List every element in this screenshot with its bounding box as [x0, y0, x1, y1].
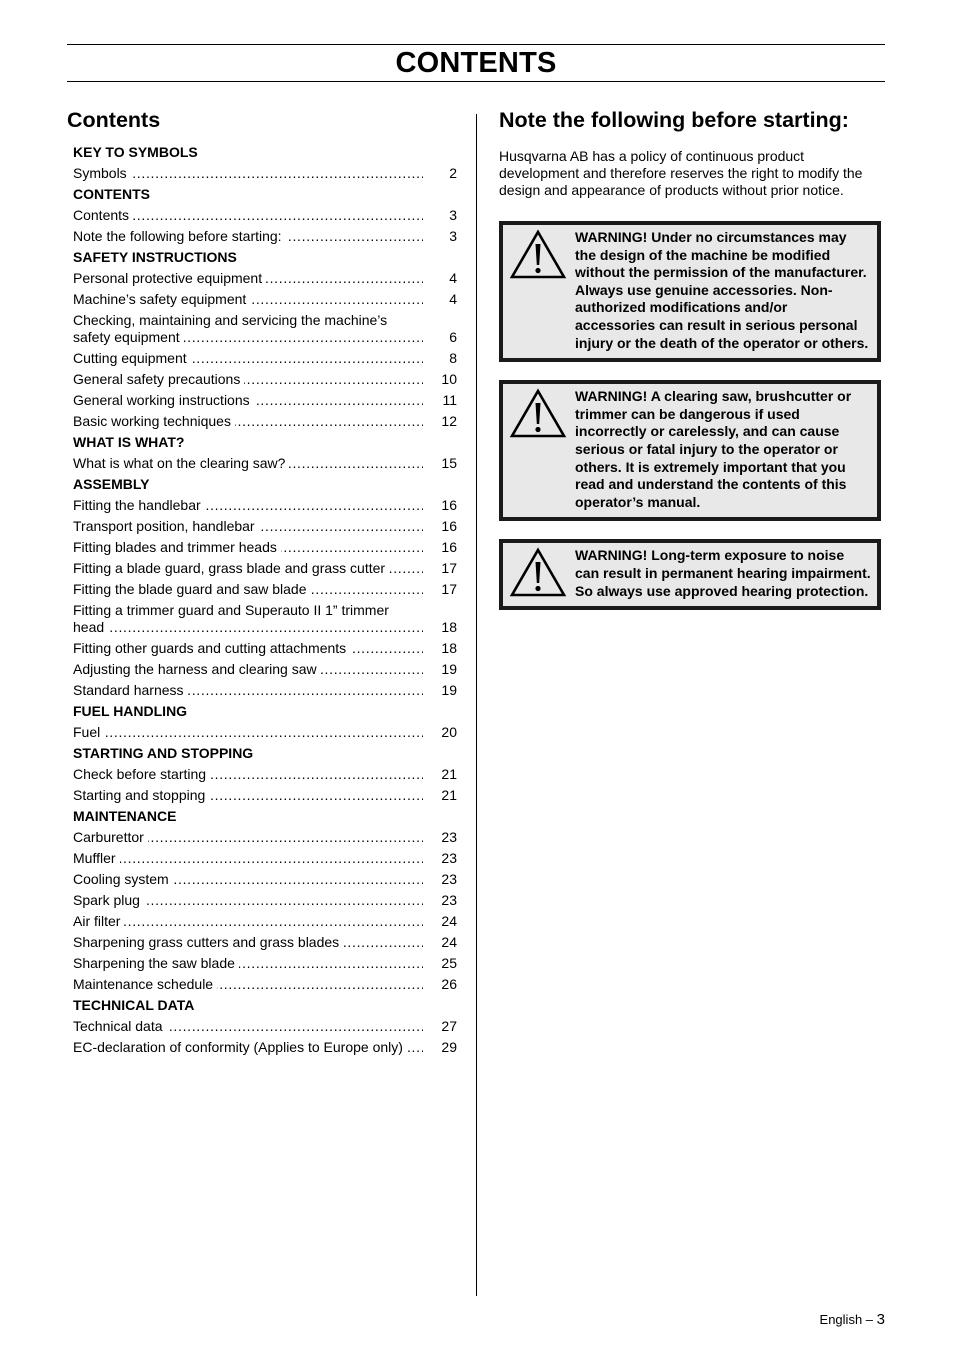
warning-triangle-icon — [503, 225, 573, 358]
notice-heading: Note the following before starting: — [499, 108, 849, 132]
toc-entry — [73, 453, 457, 474]
toc-entry — [73, 310, 457, 348]
toc-entry-page: 23 — [441, 850, 457, 866]
toc-entry-page: 12 — [441, 413, 457, 429]
warning-text: WARNING! A clearing saw, brushcutter or trimmer can be dangerous if used incorrectly or carelessly, and can cause serious or fatal injury to the operator or others. It is extremely important that you read and understand the contents of this operator’s manual. — [575, 388, 852, 510]
toc-section-heading: FUEL HANDLING — [73, 703, 188, 719]
toc-section-heading: STARTING AND STOPPING — [73, 745, 254, 761]
toc-entry-page: 26 — [441, 976, 457, 992]
toc-entry-page: 20 — [441, 724, 457, 740]
toc-entry — [73, 268, 457, 289]
toc-entry-label: What is what on the clearing saw? — [73, 455, 289, 471]
page-title-bar — [67, 44, 885, 82]
contents-heading: Contents — [67, 108, 161, 132]
toc-section-heading: CONTENTS — [73, 186, 150, 202]
toc-section-heading: ASSEMBLY — [73, 476, 150, 492]
page-title: CONTENTS — [395, 46, 557, 79]
toc-entry-label: General safety precautions — [73, 371, 244, 387]
toc-entry-label-continued: head — [73, 619, 108, 635]
toc-entry — [73, 785, 457, 806]
toc-entry-page: 23 — [441, 829, 457, 845]
toc-entry — [73, 411, 457, 432]
toc-entry-page: 18 — [441, 640, 457, 656]
toc-entry-label: Carburettor — [73, 829, 148, 845]
toc-entry-page: 24 — [441, 913, 457, 929]
toc-section-heading: SAFETY INSTRUCTIONS — [73, 249, 237, 265]
toc-entry-page: 3 — [449, 207, 457, 223]
toc-entry-label: Fitting a blade guard, grass blade and grass cutter — [73, 560, 389, 576]
toc-entry-label: Fuel — [73, 724, 104, 740]
notice-column — [499, 106, 889, 610]
toc-section-heading: KEY TO SYMBOLS — [73, 144, 198, 160]
toc-entry-label: Fitting other guards and cutting attachments — [73, 640, 350, 656]
toc-entry — [73, 600, 457, 638]
toc-entry-label: EC-declaration of conformity (Applies to Europe only) — [73, 1039, 407, 1055]
toc-entry-label: General working instructions — [73, 392, 254, 408]
toc-entry-label: Machine’s safety equipment — [73, 291, 250, 307]
toc-entry-page: 16 — [441, 518, 457, 534]
toc-entry-label: Air filter — [73, 913, 124, 929]
toc-entry — [73, 764, 457, 785]
toc-entry — [73, 827, 457, 848]
toc-entry-page: 11 — [442, 392, 457, 408]
warning-box — [499, 221, 881, 362]
toc-entry — [73, 579, 457, 600]
toc-entry — [73, 537, 457, 558]
dot-leader — [73, 619, 423, 636]
toc-entry — [73, 348, 457, 369]
toc-entry — [73, 205, 457, 226]
toc-entry-page: 18 — [441, 619, 457, 635]
toc-entry — [73, 226, 457, 247]
toc-entry — [73, 638, 457, 659]
toc-entry-page: 6 — [449, 329, 457, 345]
toc-entry — [73, 163, 457, 184]
toc-entry-label: Fitting the blade guard and saw blade — [73, 581, 311, 597]
toc-entry-label: Maintenance schedule — [73, 976, 217, 992]
page-footer — [820, 1311, 885, 1328]
toc-entry-label: Note the following before starting: — [73, 228, 286, 244]
warning-box — [499, 380, 881, 521]
toc-entry — [73, 1037, 457, 1058]
footer-language: English — [819, 1312, 863, 1327]
toc-entry-page: 4 — [449, 270, 457, 286]
toc-entry-page: 15 — [441, 455, 457, 471]
toc-section-heading: MAINTENANCE — [73, 808, 177, 824]
warning-box — [499, 539, 881, 610]
toc-entry-page: 27 — [441, 1018, 457, 1034]
toc-entry — [73, 558, 457, 579]
toc-entry-page: 2 — [449, 165, 457, 181]
toc-entry-label: Spark plug — [73, 892, 144, 908]
toc-entry-label: Basic working techniques — [73, 413, 235, 429]
column-divider — [476, 114, 477, 1296]
warnings-list — [499, 221, 889, 610]
dot-leader — [73, 913, 423, 930]
toc-entry — [73, 974, 457, 995]
policy-paragraph: Husqvarna AB has a policy of continuous product development and therefore reserves the right to modify the design and appearance of products without prior notice. — [499, 148, 863, 198]
toc-entry — [73, 911, 457, 932]
toc-entry-label: Muffler — [73, 850, 120, 866]
toc-section-heading: TECHNICAL DATA — [73, 997, 195, 1013]
toc-entry — [73, 659, 457, 680]
toc-entry-label: Starting and stopping — [73, 787, 209, 803]
toc-entry — [73, 932, 457, 953]
toc-entry-page: 17 — [441, 560, 457, 576]
toc-entry-page: 24 — [441, 934, 457, 950]
toc-entry-page: 23 — [441, 892, 457, 908]
toc-entry — [73, 516, 457, 537]
toc-entry — [73, 890, 457, 911]
toc-entry-page: 16 — [441, 497, 457, 513]
toc-entry — [73, 1016, 457, 1037]
footer-separator: – — [865, 1312, 874, 1327]
toc-entry — [73, 848, 457, 869]
toc-entry-label: Fitting the handlebar — [73, 497, 205, 513]
toc-entry-label: Symbols — [73, 165, 131, 181]
toc-entry-label: Personal protective equipment — [73, 270, 266, 286]
page-number: 3 — [876, 1311, 885, 1328]
warning-triangle-icon — [503, 543, 573, 606]
toc-entry — [73, 869, 457, 890]
toc-entry-label: Contents — [73, 207, 133, 223]
toc-entry-page: 3 — [449, 228, 457, 244]
toc-entry-page: 25 — [441, 955, 457, 971]
toc-entry-label: Checking, maintaining and servicing the machine’s — [73, 312, 388, 328]
toc-entry-page: 29 — [441, 1039, 457, 1055]
toc-entry-label: Cooling system — [73, 871, 173, 887]
toc-entry-page: 8 — [449, 350, 457, 366]
toc-entry-page: 21 — [441, 766, 457, 782]
toc-entry-label: Sharpening grass cutters and grass blades — [73, 934, 343, 950]
toc-entry-page: 4 — [449, 291, 457, 307]
dot-leader — [73, 724, 423, 741]
toc-entry-label: Fitting blades and trimmer heads — [73, 539, 281, 555]
warning-text: WARNING! Long-term exposure to noise can result in permanent hearing impairment. So always use approved hearing protection. — [575, 547, 871, 599]
toc-entry-label: Transport position, handlebar — [73, 518, 259, 534]
warning-triangle-icon — [503, 384, 573, 517]
toc-entry-label-continued: safety equipment — [73, 329, 184, 345]
toc-entry-label: Fitting a trimmer guard and Superauto II 1” trimmer — [73, 602, 389, 618]
toc-entry-page: 10 — [441, 371, 457, 387]
toc-entry — [73, 369, 457, 390]
toc-entry — [73, 390, 457, 411]
toc-entry-page: 21 — [441, 787, 457, 803]
table-of-contents — [67, 142, 457, 1058]
toc-entry-page: 19 — [441, 661, 457, 677]
toc-entry — [73, 953, 457, 974]
toc-entry-label: Sharpening the saw blade — [73, 955, 239, 971]
toc-entry-label: Technical data — [73, 1018, 167, 1034]
toc-entry-page: 23 — [441, 871, 457, 887]
toc-entry-page: 17 — [441, 581, 457, 597]
toc-entry — [73, 680, 457, 701]
toc-section-heading: WHAT IS WHAT? — [73, 434, 185, 450]
toc-entry-page: 19 — [441, 682, 457, 698]
toc-entry-page: 16 — [441, 539, 457, 555]
contents-column — [67, 106, 457, 1058]
dot-leader — [73, 850, 423, 867]
toc-entry — [73, 722, 457, 743]
toc-entry-label: Adjusting the harness and clearing saw — [73, 661, 321, 677]
warning-text: WARNING! Under no circumstances may the design of the machine be modified without the permission of the manufacturer. Always use genuine accessories. Non-authorized modifications and/or accessories can result in serious personal injury or the death of the operator or others. — [575, 229, 869, 351]
toc-entry-label: Cutting equipment — [73, 350, 191, 366]
toc-entry-label: Check before starting — [73, 766, 210, 782]
toc-entry — [73, 289, 457, 310]
toc-entry-label: Standard harness — [73, 682, 188, 698]
toc-entry — [73, 495, 457, 516]
